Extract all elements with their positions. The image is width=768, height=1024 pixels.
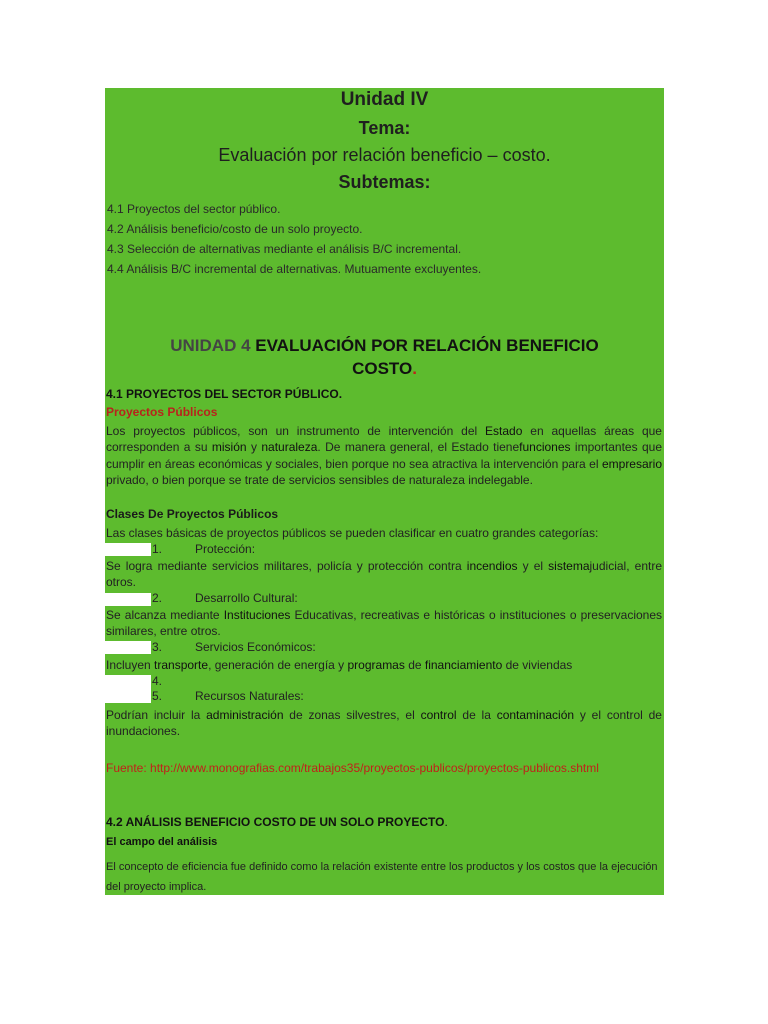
section-4-1-heading: 4.1 PROYECTOS DEL SECTOR PÚBLICO. [106,387,343,401]
list-item-servicios-economicos: Servicios Económicos: [195,640,316,654]
list-number: 1. [152,542,163,556]
proyectos-publicos-heading: Proyectos Públicos [106,405,218,419]
section-4-2-heading: 4.2 ANÁLISIS BENEFICIO COSTO DE UN SOLO PROYECTO. [106,815,448,829]
economicos-paragraph: Incluyen transporte, generación de energía y programas de financiamiento de viviendas [106,658,573,672]
clases-intro: Las clases básicas de proyectos públicos se pueden clasificar en cuatro grandes categorías: [106,526,599,540]
unit-title: Unidad IV [340,89,429,110]
link-contaminacion[interactable]: contaminación [496,708,575,722]
toc-item: 4.1 Proyectos del sector público. [107,202,281,216]
link-estado[interactable]: Estado [485,424,523,438]
list-number: 4. [152,674,163,688]
proyectos-publicos-paragraph: Los proyectos públicos, son un instrumento de intervención del Estado en aquellas áreas que corresponden a su misión y naturaleza. De manera general, el Estado tienefunciones importantes que cumplir en áreas económicas y sociales, bien porque no sea atractiva la intervención para el empresario privado, o bien porque se trate de servicios sensibles de naturaleza indelegable. [106,424,663,487]
campo-analisis-paragraph: El concepto de eficiencia fue definido como la relación existente entre los productos y los costos que la ejecución del proyecto implica. [106,861,658,893]
tema-title: Evaluación por relación beneficio – costo. [218,145,551,165]
list-number: 2. [152,591,163,605]
tema-label: Tema: [358,118,411,138]
link-financiamiento[interactable]: financiamiento [424,658,503,672]
link-instituciones[interactable]: Instituciones [223,608,291,622]
list-marker-box [105,641,151,654]
link-sistema[interactable]: sistema [548,559,590,573]
list-number: 5. [152,689,163,703]
link-programas[interactable]: programas [347,658,405,672]
link-incendios[interactable]: incendios [466,559,518,573]
naturales-paragraph: Podrían incluir la administración de zonas silvestres, el control de la contaminación y el control de inundaciones. [106,708,662,739]
campo-analisis-heading: El campo del análisis [106,836,218,848]
cultural-paragraph: Se alcanza mediante Instituciones Educativas, recreativas e históricas o instituciones o preservaciones similares, entre otros. [106,608,663,639]
clases-heading: Clases De Proyectos Públicos [106,507,279,521]
list-item-proteccion: Protección: [195,542,256,556]
unit-4-heading [105,334,664,380]
link-control[interactable]: control [420,708,457,722]
unit-4-title-line2: COSTO [352,359,413,378]
list-item-desarrollo-cultural: Desarrollo Cultural: [195,591,298,605]
list-marker-box [105,675,151,703]
unit-4-prefix: UNIDAD 4 [170,336,251,355]
list-number: 3. [152,640,163,654]
link-naturaleza[interactable]: naturaleza [261,440,318,455]
unit-4-dot: . [412,359,417,378]
link-transporte[interactable]: transporte [154,658,209,672]
list-marker-box [105,543,151,556]
link-mision[interactable]: misión [211,440,247,455]
link-empresario[interactable]: empresario [601,456,662,471]
link-funciones[interactable]: funciones [519,440,571,455]
list-item-recursos-naturales: Recursos Naturales: [195,689,304,703]
proteccion-paragraph: Se logra mediante servicios militares, policía y protección contra incendios y el sistemajudicial, entre otros. [106,559,662,590]
unit-4-title-line1: EVALUACIÓN POR RELACIÓN BENEFICIO [255,336,599,355]
toc-item: 4.3 Selección de alternativas mediante el análisis B/C incremental. [107,242,462,256]
document-page [105,88,664,895]
list-marker-box [105,593,151,606]
link-administracion[interactable]: administración [206,708,284,722]
toc-item: 4.2 Análisis beneficio/costo de un solo proyecto. [107,222,363,236]
toc-item: 4.4 Análisis B/C incremental de alternativas. Mutuamente excluyentes. [107,262,482,276]
source-link[interactable]: Fuente: http://www.monografias.com/trabajos35/proyectos-publicos/proyectos-publicos.shtml [106,761,599,775]
subtemas-label: Subtemas: [338,172,431,192]
